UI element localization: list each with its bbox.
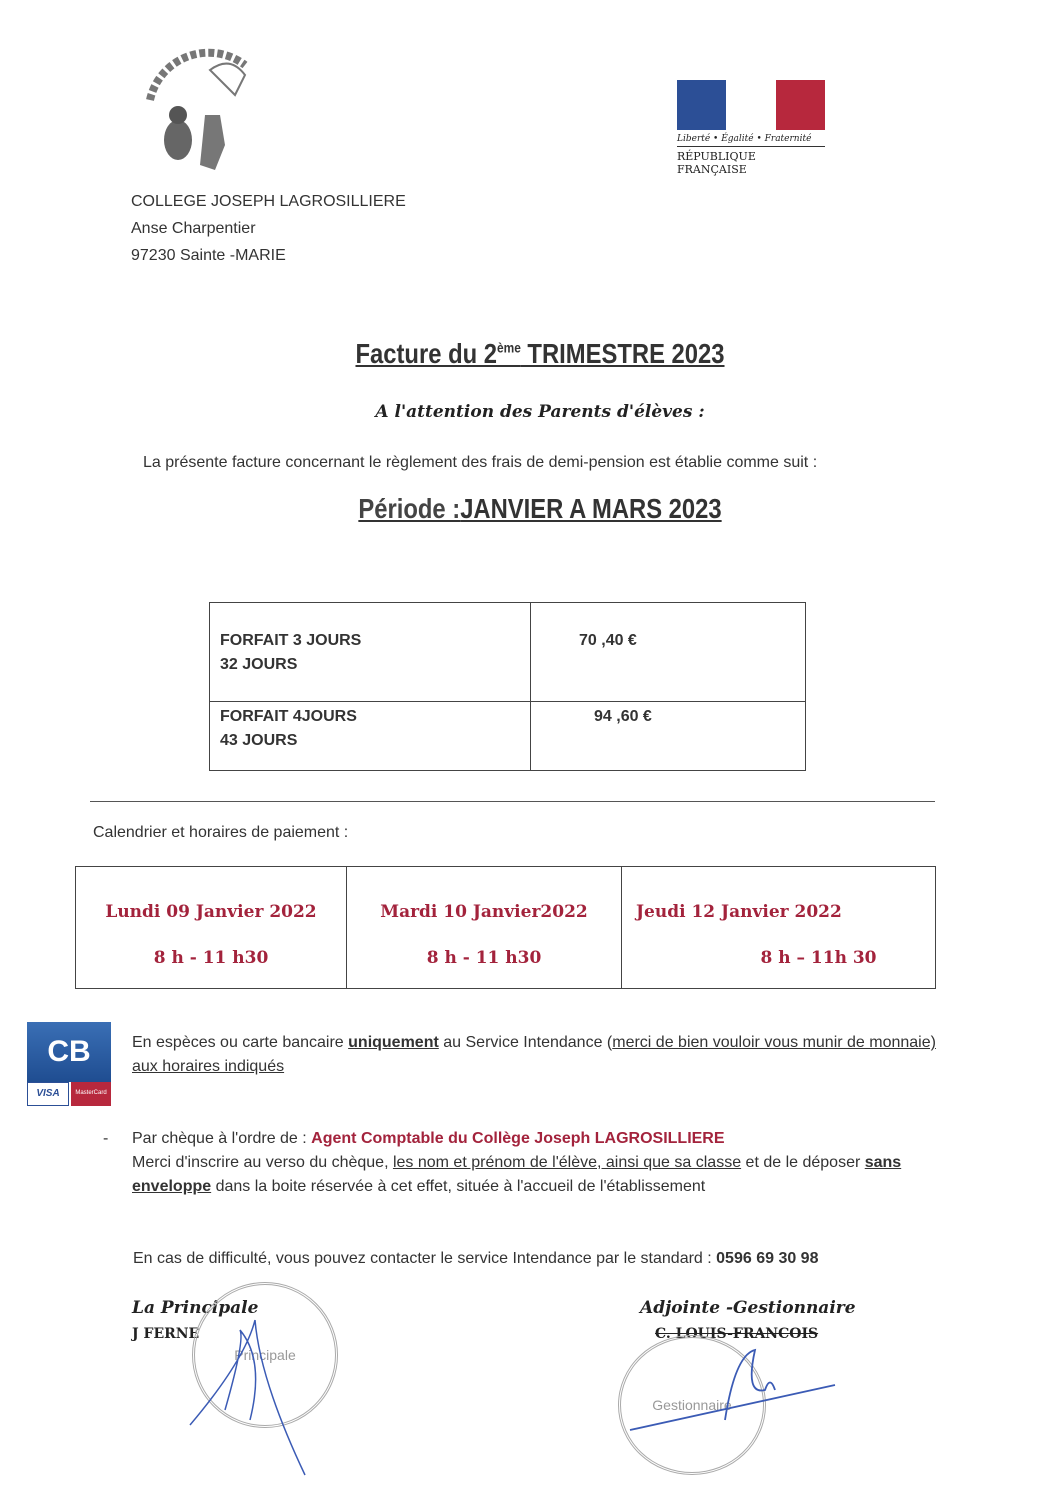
- fees-table: [209, 602, 806, 771]
- fee-amount: 94 ,60 €: [594, 708, 652, 726]
- table-row: [210, 603, 806, 702]
- cheque-payment-text: Par chèque à l'ordre de : Agent Comptable du Collège Joseph LAGROSILLIERE Merci d'inscrire au verso du chèque, les nom et prénom de l'élève, ainsi que sa classe et de le déposer sans enveloppe dans la boite réservée à cet effet, située à l'accueil de l'établissement: [132, 1130, 902, 1195]
- rf-motto: Liberté • Égalité • Fraternité: [677, 134, 825, 147]
- calendar-label: Calendrier et horaires de paiement :: [93, 824, 349, 841]
- fee-amount: 70 ,40 €: [579, 632, 637, 649]
- principal-role: La Principale: [132, 1298, 259, 1318]
- fee-name: FORFAIT 4JOURS: [220, 708, 357, 726]
- school-city: 97230 Sainte -MARIE: [131, 247, 286, 264]
- manager-name: C. LOUIS-FRANCOIS: [655, 1326, 819, 1342]
- principal-stamp: Principale: [192, 1282, 338, 1428]
- invoice-title: Facture du 2ème TRIMESTRE 2023: [355, 338, 725, 369]
- manager-signature: [625, 1345, 840, 1435]
- calendar-table: [75, 866, 936, 989]
- manager-stamp: Gestionnaire: [618, 1335, 766, 1475]
- table-row: Lundi 09 Janvier 2022 8 h - 11 h30 Mardi 10 Janvier2022 8 h - 11 h30 Jeudi 12 Janvier 2022 8 h – 11h 30: [76, 867, 936, 989]
- manager-role: Adjointe -Gestionnaire: [640, 1298, 856, 1318]
- school-logo: [130, 40, 255, 170]
- intro-text: La présente facture concernant le règlement des frais de demi-pension est établie comme suit :: [143, 454, 818, 471]
- school-street: Anse Charpentier: [131, 220, 256, 237]
- rf-name: RÉPUBLIQUE FRANÇAISE: [677, 150, 756, 176]
- principal-name: J FERNE: [132, 1326, 200, 1342]
- fee-name: FORFAIT 3 JOURS: [220, 632, 362, 649]
- cb-card-logo: CB VISA MasterCard: [27, 1022, 111, 1106]
- principal-signature: [185, 1300, 315, 1480]
- cash-payment-text: En espèces ou carte bancaire uniquement au Service Intendance (merci de bien vouloir vous munir de monnaie) aux horaires indiqués: [132, 1034, 936, 1075]
- republique-francaise-logo: [677, 80, 825, 176]
- attention-line: A l'attention des Parents d'élèves :: [375, 402, 705, 422]
- period-title: Période :JANVIER A MARS 2023: [358, 493, 722, 524]
- fee-days: 43 JOURS: [220, 732, 298, 750]
- divider: [90, 801, 935, 802]
- contact-text: En cas de difficulté, vous pouvez contacter le service Intendance par le standard : 0596 69 30 98: [133, 1250, 819, 1267]
- table-row: [210, 702, 806, 771]
- school-name: COLLEGE JOSEPH LAGROSILLIERE: [131, 193, 406, 210]
- fee-days: 32 JOURS: [220, 656, 298, 673]
